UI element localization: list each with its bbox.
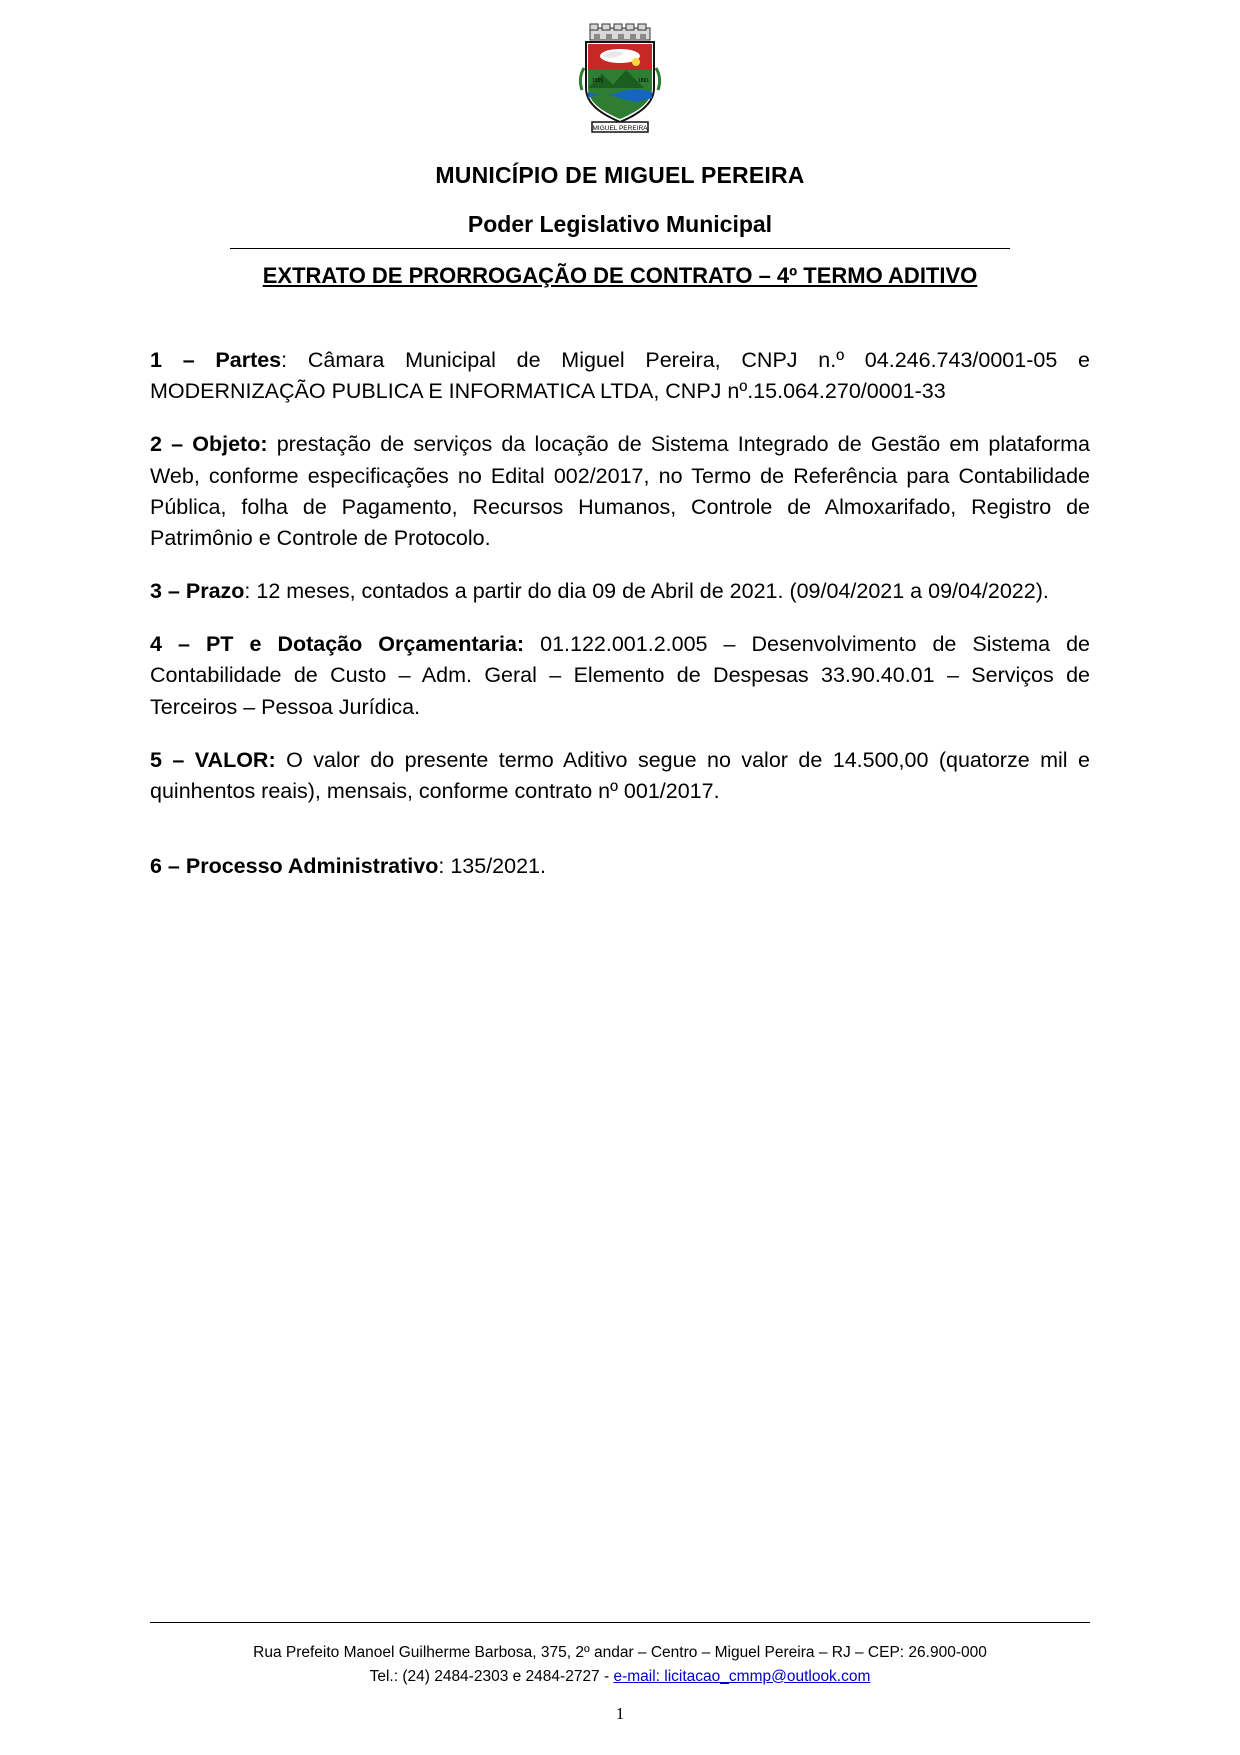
clause-processo: [150, 851, 1090, 882]
page-number: 1: [615, 1703, 625, 1723]
clause-dotacao: [150, 629, 1090, 723]
document-body: [150, 345, 1090, 882]
footer-email-link[interactable]: e-mail: licitacao_cmmp@outlook.com: [613, 1667, 871, 1685]
header-divider: [230, 248, 1010, 249]
clause-label: 6 – Processo Administrativo: [150, 854, 439, 879]
document-type-heading: EXTRATO DE PRORROGAÇÃO DE CONTRATO – 4º TERMO ADITIVO: [262, 263, 978, 288]
crest-motto-text: MIGUEL PEREIRA: [592, 125, 648, 132]
clause-label: 4 – PT e Dotação Orçamentaria:: [150, 632, 525, 657]
clause-text: : Câmara Municipal de Miguel Pereira, CNPJ n.º 04.246.743/0001-05 e MODERNIZAÇÃO PUBLICA E INFORMATICA LTDA, CNPJ nº.15.064.270/0001-33: [150, 348, 1090, 404]
footer-divider: [150, 1622, 1090, 1623]
svg-text:1891: 1891: [638, 78, 650, 84]
coat-of-arms-icon: [572, 22, 668, 134]
clause-text: 01.122.001.2.005 – Desenvolvimento de Sistema de Contabilidade de Custo – Adm. Geral – Elemento de Despesas 33.90.40.01 – Serviços de Terceiros – Pessoa Jurídica.: [150, 632, 1090, 719]
clause-valor: [150, 745, 1090, 807]
document-header: [150, 162, 1090, 289]
footer-phones: Tel.: (24) 2484-2303 e 2484-2727 -: [369, 1667, 614, 1685]
clause-label: 5 – VALOR:: [150, 747, 276, 772]
clause-text: O valor do presente termo Aditivo segue no valor de 14.500,00 (quatorze mil e quinhentos reais), mensais, conforme contrato nº 001/2017.: [150, 747, 1090, 803]
crest-container: [150, 0, 1090, 134]
footer-address: Rua Prefeito Manoel Guilherme Barbosa, 375, 2º andar – Centro – Miguel Pereira – RJ – CEP: 26.900-000: [253, 1643, 987, 1661]
clause-partes: [150, 345, 1090, 407]
clause-label: 1 – Partes: [150, 348, 282, 372]
clause-text: prestação de serviços da locação de Sistema Integrado de Gestão em plataforma Web, conforme especificações no Edital 002/2017, no Termo de Referência para Contabilidade Pública, folha de Pagamento, Recursos Humanos, Controle de Almoxarifado, Registro de Patrimônio e Controle de Protocolo.: [150, 432, 1090, 550]
clause-prazo: [150, 576, 1090, 607]
clause-label: 2 – Objeto:: [150, 432, 268, 457]
clause-text: : 12 meses, contados a partir do dia 09 de Abril de 2021. (09/04/2021 a 09/04/2022).: [244, 579, 1049, 604]
page-subtitle: Poder Legislativo Municipal: [467, 211, 773, 237]
footer-contact: [150, 1665, 1090, 1689]
clause-label: 3 – Prazo: [150, 579, 245, 604]
document-footer: [150, 1622, 1090, 1727]
clause-text: : 135/2021.: [438, 854, 546, 879]
page-title: MUNICÍPIO DE MIGUEL PEREIRA: [435, 162, 805, 188]
svg-text:1955: 1955: [592, 78, 604, 84]
clause-objeto: [150, 429, 1090, 554]
